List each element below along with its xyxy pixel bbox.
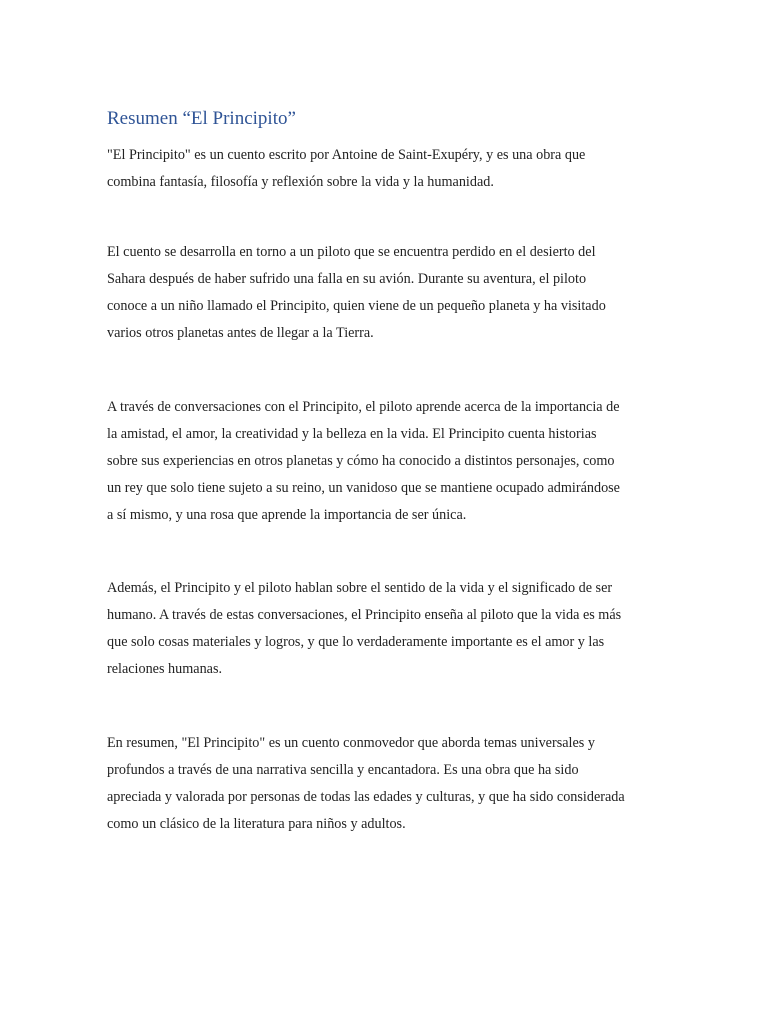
text-line: como un clásico de la literatura para niños y adultos. xyxy=(107,816,406,832)
text-line: la amistad, el amor, la creatividad y la belleza en la vida. El Principito cuenta historias xyxy=(107,426,597,442)
text-line: apreciada y valorada por personas de todas las edades y culturas, y que ha sido considerada xyxy=(107,789,625,805)
text-line: Además, el Principito y el piloto hablan sobre el sentido de la vida y el significado de ser xyxy=(107,580,613,596)
text-line: A través de conversaciones con el Principito, el piloto aprende acerca de la importancia de xyxy=(107,399,620,415)
paragraph-conclusion xyxy=(107,730,667,838)
text-line: relaciones humanas. xyxy=(107,661,223,677)
paragraph-conversations xyxy=(107,394,667,529)
text-line: un rey que solo tiene sujeto a su reino, un vanidoso que se mantiene ocupado admirándose xyxy=(107,480,620,496)
document-title: Resumen “El Principito” xyxy=(107,108,296,129)
text-line: "El Principito" es un cuento escrito por Antoine de Saint-Exupéry, y es una obra que xyxy=(107,147,586,163)
paragraph-introduction xyxy=(107,142,667,196)
text-line: sobre sus experiencias en otros planetas y cómo ha conocido a distintos personajes, como xyxy=(107,453,615,469)
text-line: conoce a un niño llamado el Principito, quien viene de un pequeño planeta y ha visitado xyxy=(107,298,606,314)
paragraph-meaning-of-life xyxy=(107,575,667,683)
paragraph-plot xyxy=(107,239,667,347)
text-line: Sahara después de haber sufrido una falla en su avión. Durante su aventura, el piloto xyxy=(107,271,587,287)
text-line: En resumen, "El Principito" es un cuento conmovedor que aborda temas universales y xyxy=(107,735,595,751)
text-line: El cuento se desarrolla en torno a un piloto que se encuentra perdido en el desierto del xyxy=(107,244,596,260)
text-line: combina fantasía, filosofía y reflexión sobre la vida y la humanidad. xyxy=(107,174,494,190)
text-line: que solo cosas materiales y logros, y que lo verdaderamente importante es el amor y las xyxy=(107,634,605,650)
text-line: varios otros planetas antes de llegar a la Tierra. xyxy=(107,325,374,341)
text-line: a sí mismo, y una rosa que aprende la importancia de ser única. xyxy=(107,507,467,523)
text-line: humano. A través de estas conversaciones, el Principito enseña al piloto que la vida es más xyxy=(107,607,622,623)
text-line: profundos a través de una narrativa sencilla y encantadora. Es una obra que ha sido xyxy=(107,762,579,778)
